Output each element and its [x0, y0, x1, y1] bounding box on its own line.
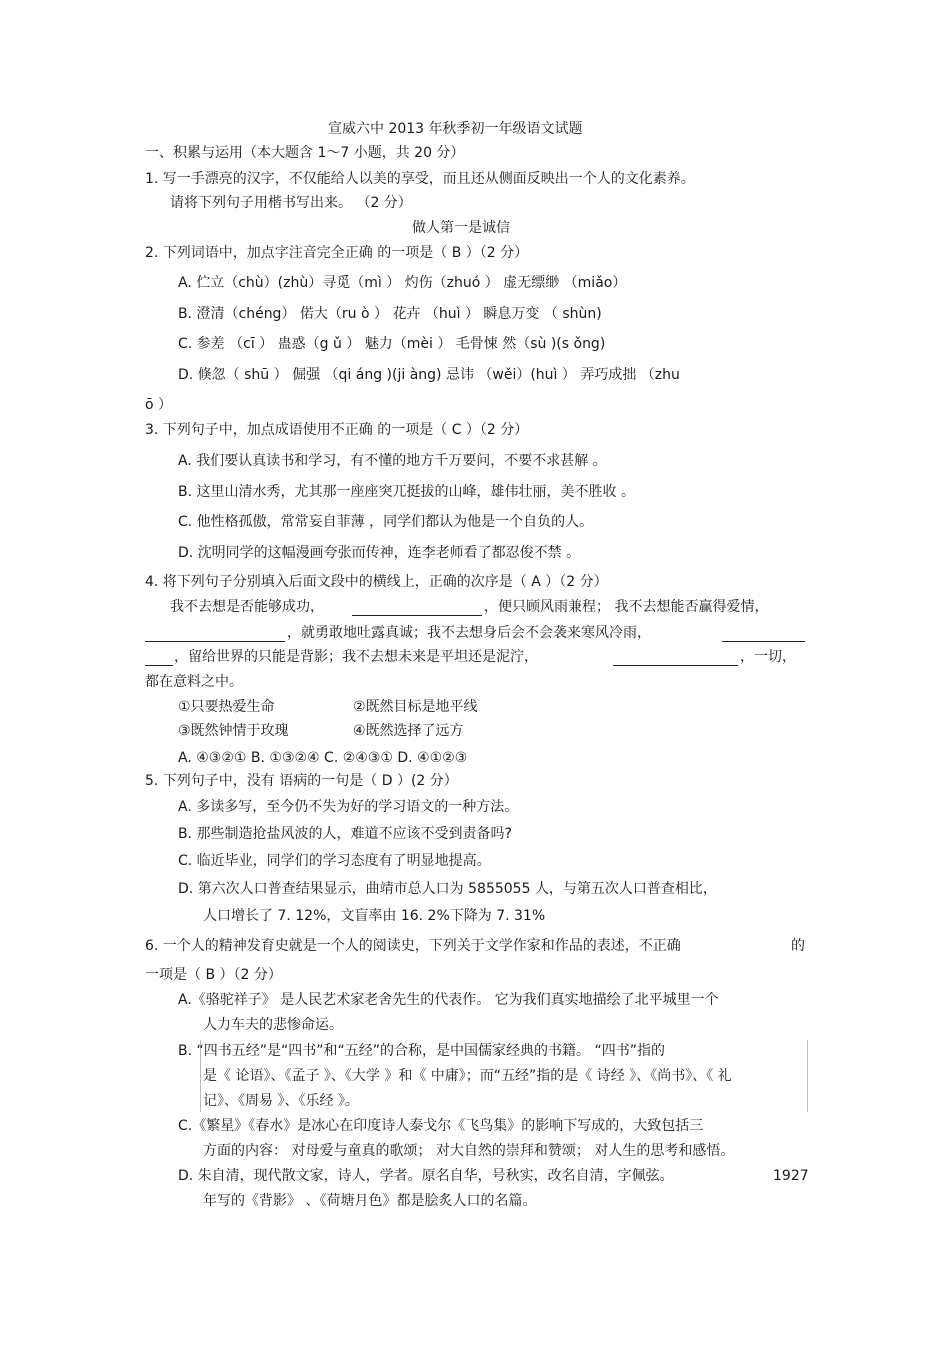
q4-passage-4: 都在意料之中。 [145, 674, 243, 690]
q6-option-d-year: 1927 [773, 1168, 809, 1184]
exam-title: 宣威六中 2013 年秋季初一年级语文试题 [328, 121, 583, 137]
q2-option-d-cont: ō ） [145, 397, 173, 413]
q6-option-a: A.《骆驼祥子》 是人民艺术家老舍先生的代表作。 它为我们真实地描绘了北平城里一个 [178, 992, 719, 1008]
q1-sentence: 做人第一是诚信 [412, 220, 510, 236]
q4-passage-1b: ，便只顾风雨兼程； 我不去想能否赢得爱情， [484, 599, 769, 615]
q6-stem-cont: 一项是（ B ）（2 分） [145, 967, 282, 983]
q5-option-b: B. 那些制造抢盐风波的人，难道不应该不受到责备吗? [178, 826, 512, 842]
q4-blank-4 [613, 665, 738, 666]
q3-option-a: A. 我们要认真读书和学习，有不懂的地方千万要问，不要不求甚解 。 [178, 453, 607, 469]
q6-option-b-cont2: 记》、《周易 》、《乐经 》。 [203, 1093, 359, 1109]
q6-option-a-cont: 人力车夫的悲惨命运。 [203, 1017, 343, 1033]
q6-option-d-cont: 年写的《背影》 、《荷塘月色》都是脍炙人口的名篇。 [203, 1193, 537, 1209]
q4-passage-2a: ，就勇敢地吐露真诚；我不去想身后会不会袭来寒风冷雨， [287, 625, 651, 641]
q4-passage-3b: ，一切， [740, 649, 796, 665]
q5-option-c: C. 临近毕业，同学们的学习态度有了明显地提高。 [178, 853, 491, 869]
q4-blank-2 [145, 641, 285, 642]
q5-option-a: A. 多读多写，至今仍不失为好的学习语文的一种方法。 [178, 799, 519, 815]
q4-stem: 4. 将下列句子分别填入后面文段中的横线上，正确的次序是（ A ）（2 分） [145, 574, 608, 590]
q4-sentence-2: ②既然目标是地平线 [353, 699, 478, 715]
q6-option-c: C.《繁星》《春水》是冰心在印度诗人泰戈尔《飞鸟集》的影响下写成的，大致包括三 [178, 1118, 704, 1134]
q4-sentence-4: ④既然选择了远方 [353, 723, 464, 739]
q2-option-a: A. 伫立（chù）(zhù）寻觅（mì ） 灼伤（zhuó ） 虚无缥缈 （miǎo） [178, 275, 627, 291]
q4-sentence-1: ①只要热爱生命 [178, 699, 275, 715]
q3-option-c: C. 他性格孤傲，常常妄自菲薄 ，同学们都认为他是一个自负的人。 [178, 514, 594, 530]
q3-option-b: B. 这里山清水秀，尤其那一座座突兀挺拔的山峰，雄伟壮丽，美不胜收 。 [178, 484, 635, 500]
q6-option-d: D. 朱自清，现代散文家，诗人，学者。原名自华，号秋实，改名自清，字佩弦。 [178, 1168, 674, 1184]
q2-option-b: B. 澄清（chéng） 偌大（ru ò ） 花卉 （huì ） 瞬息万变 （ shùn) [178, 306, 602, 322]
margin-bar-right [807, 1040, 808, 1112]
q6-option-c-cont: 方面的内容： 对母爱与童真的歌颂； 对大自然的崇拜和赞颂； 对人生的思考和感悟。 [203, 1143, 735, 1159]
q6-stem-tail: 的 [791, 938, 805, 954]
q6-option-b-cont: 是《 论语》、《孟子 》、《大学 》和《 中庸》；而“五经”指的是《 诗经 》、《尚书》、《 礼 [203, 1068, 732, 1084]
q6-stem: 6. 一个人的精神发育史就是一个人的阅读史，下列关于文学作家和作品的表述，不正确 [145, 938, 681, 954]
q1-instruction: 请将下列句子用楷书写出来。 （2 分） [170, 195, 412, 211]
q4-blank-1 [352, 615, 482, 616]
q4-passage-3a: ，留给世界的只能是背影；我不去想未来是平坦还是泥泞， [174, 649, 538, 665]
q4-blank-3b [145, 665, 173, 666]
q1-stem: 1. 写一手漂亮的汉字，不仅能给人以美的享受，而且还从侧面反映出一个人的文化素养。 [145, 171, 695, 187]
q4-sentence-3: ③既然钟情于玫瑰 [178, 723, 289, 739]
q2-option-d: D. 倏忽（ shū ） 倔强 （qi áng )(ji àng) 忌讳 （wěi）(huì ） 弄巧成拙 （zhu [178, 367, 680, 383]
q3-stem: 3. 下列句子中，加点成语使用不正确 的一项是（ C ）（2 分） [145, 422, 529, 438]
q4-choices: A. ④③②① B. ①③②④ C. ②④③① D. ④①②③ [178, 750, 468, 766]
q4-passage-1a: 我不去想是否能够成功， [170, 599, 324, 615]
q2-option-c: C. 参差 （cī ） 蛊惑（g ǔ ） 魅力（mèi ） 毛骨悚 然（sù )(s ǒng) [178, 336, 606, 352]
section-heading: 一、积累与运用（本大题含 1～7 小题，共 20 分） [145, 145, 465, 161]
q5-option-d-cont: 人口增长了 7. 12%，文盲率由 16. 2%下降为 7. 31% [203, 908, 546, 924]
q4-blank-3a [722, 641, 805, 642]
q6-option-b: B. “四书五经”是“四书”和“五经”的合称，是中国儒家经典的书籍。 “四书”指的 [178, 1043, 665, 1059]
q3-option-d: D. 沈明同学的这幅漫画夸张而传神，连李老师看了都忍俊不禁 。 [178, 545, 581, 561]
q5-stem: 5. 下列句子中，没有 语病的一句是（ D ）(2 分） [145, 773, 458, 789]
q5-option-d: D. 第六次人口普查结果显示，曲靖市总人口为 5855055 人，与第五次人口普查相比， [178, 881, 717, 897]
q2-stem: 2. 下列词语中，加点字注音完全正确 的一项是（ B ）（2 分） [145, 245, 529, 261]
